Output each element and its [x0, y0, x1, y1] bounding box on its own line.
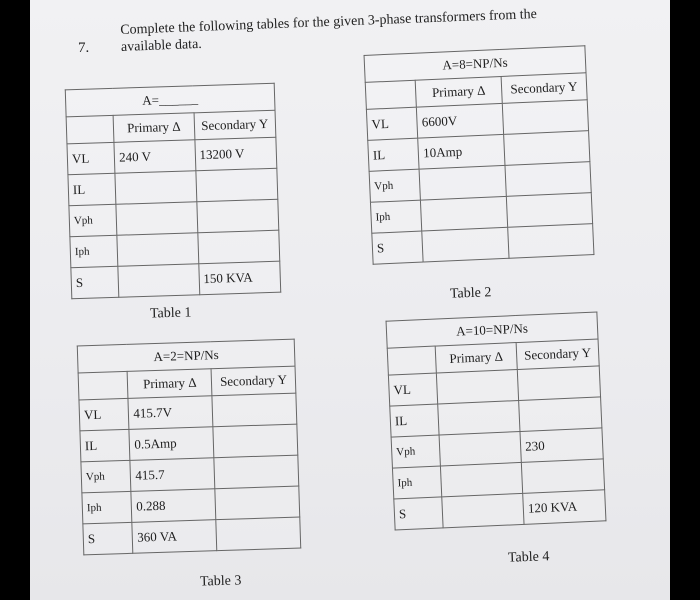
header-blank — [66, 115, 114, 143]
primary-value — [421, 196, 508, 231]
row-label: Iph — [392, 466, 441, 499]
secondary-value — [212, 393, 297, 427]
row-label: Vph — [69, 204, 117, 236]
secondary-value: 13200 V — [194, 137, 276, 171]
primary-value — [439, 431, 521, 466]
row-label: IL — [68, 173, 116, 205]
bottom-band — [0, 600, 700, 616]
header-primary: Primary Δ — [128, 369, 213, 399]
secondary-value — [214, 455, 299, 489]
row-label: IL — [390, 404, 439, 437]
header-primary: Primary Δ — [113, 113, 194, 143]
secondary-value — [195, 168, 277, 202]
secondary-value — [216, 517, 301, 551]
secondary-value — [215, 486, 300, 520]
table-2-caption: Table 2 — [449, 285, 492, 302]
primary-value — [436, 370, 518, 405]
table-row — [83, 517, 301, 555]
table-2 — [364, 45, 595, 264]
secondary-value — [519, 397, 602, 432]
table-1 — [65, 83, 281, 299]
question-line-1: Complete the following tables for the given 3-phase transformers from the — [120, 6, 538, 38]
primary-value — [115, 171, 196, 205]
row-label: Iph — [82, 491, 132, 524]
primary-value: 415.7V — [128, 396, 213, 430]
primary-value: 240 V — [114, 140, 195, 174]
header-blank — [387, 346, 436, 375]
secondary-value: 150 KVA — [198, 261, 280, 295]
secondary-value — [502, 100, 589, 135]
header-blank — [78, 371, 128, 400]
row-label: VL — [388, 373, 437, 406]
row-label: S — [71, 266, 119, 298]
row-label: Vph — [369, 169, 421, 202]
primary-value — [422, 227, 509, 262]
table-3 — [77, 339, 301, 556]
header-secondary: Secondary Y — [211, 366, 296, 396]
table-4-caption: Table 4 — [507, 549, 550, 566]
secondary-value — [197, 230, 279, 264]
secondary-value — [503, 131, 590, 166]
primary-value — [116, 202, 197, 236]
primary-value: 10Amp — [418, 134, 505, 169]
primary-value — [419, 165, 506, 200]
header-primary: Primary Δ — [416, 76, 502, 107]
primary-value — [442, 493, 524, 528]
row-label: VL — [79, 398, 129, 431]
row-label: Vph — [81, 460, 131, 493]
table-ratio: A=8=NP/Ns — [364, 46, 586, 83]
row-label: IL — [80, 429, 130, 462]
primary-value — [118, 264, 199, 298]
primary-value: 415.7 — [130, 458, 215, 492]
secondary-value — [213, 424, 298, 458]
header-secondary: Secondary Y — [194, 110, 276, 140]
row-label: Iph — [370, 200, 422, 233]
header-secondary: Secondary Y — [516, 339, 599, 370]
secondary-value: 120 KVA — [523, 490, 606, 525]
table-1-caption: Table 1 — [149, 305, 192, 322]
table-ratio: A=______ — [65, 83, 275, 117]
table-ratio: A=10=NP/Ns — [386, 312, 598, 348]
primary-value: 360 VA — [132, 520, 217, 554]
header-secondary: Secondary Y — [501, 73, 587, 104]
header-blank — [365, 80, 416, 109]
row-label: IL — [368, 138, 420, 171]
row-label: Vph — [391, 435, 440, 468]
header-primary: Primary Δ — [435, 343, 517, 374]
primary-value — [117, 233, 198, 267]
secondary-value — [521, 459, 604, 494]
row-label: S — [394, 497, 443, 530]
secondary-value — [506, 193, 593, 228]
table-4 — [386, 311, 607, 530]
row-label: S — [83, 522, 133, 555]
primary-value: 0.288 — [131, 489, 216, 523]
row-label: VL — [67, 142, 115, 174]
primary-value: 0.5Amp — [129, 427, 214, 461]
question-number: 7. — [78, 40, 90, 56]
row-label: VL — [366, 107, 418, 140]
secondary-value: 230 — [520, 428, 603, 463]
question-line-2: available data. — [120, 36, 203, 55]
primary-value: 6600V — [417, 103, 504, 138]
primary-value — [440, 462, 522, 497]
secondary-value — [517, 366, 600, 401]
secondary-value — [196, 199, 278, 233]
secondary-value — [507, 224, 594, 259]
table-3-caption: Table 3 — [199, 573, 242, 590]
primary-value — [438, 400, 520, 435]
secondary-value — [505, 162, 592, 197]
row-label: Iph — [70, 235, 118, 267]
table-ratio: A=2=NP/Ns — [77, 339, 295, 373]
row-label: S — [372, 231, 424, 264]
table-row — [71, 261, 281, 299]
